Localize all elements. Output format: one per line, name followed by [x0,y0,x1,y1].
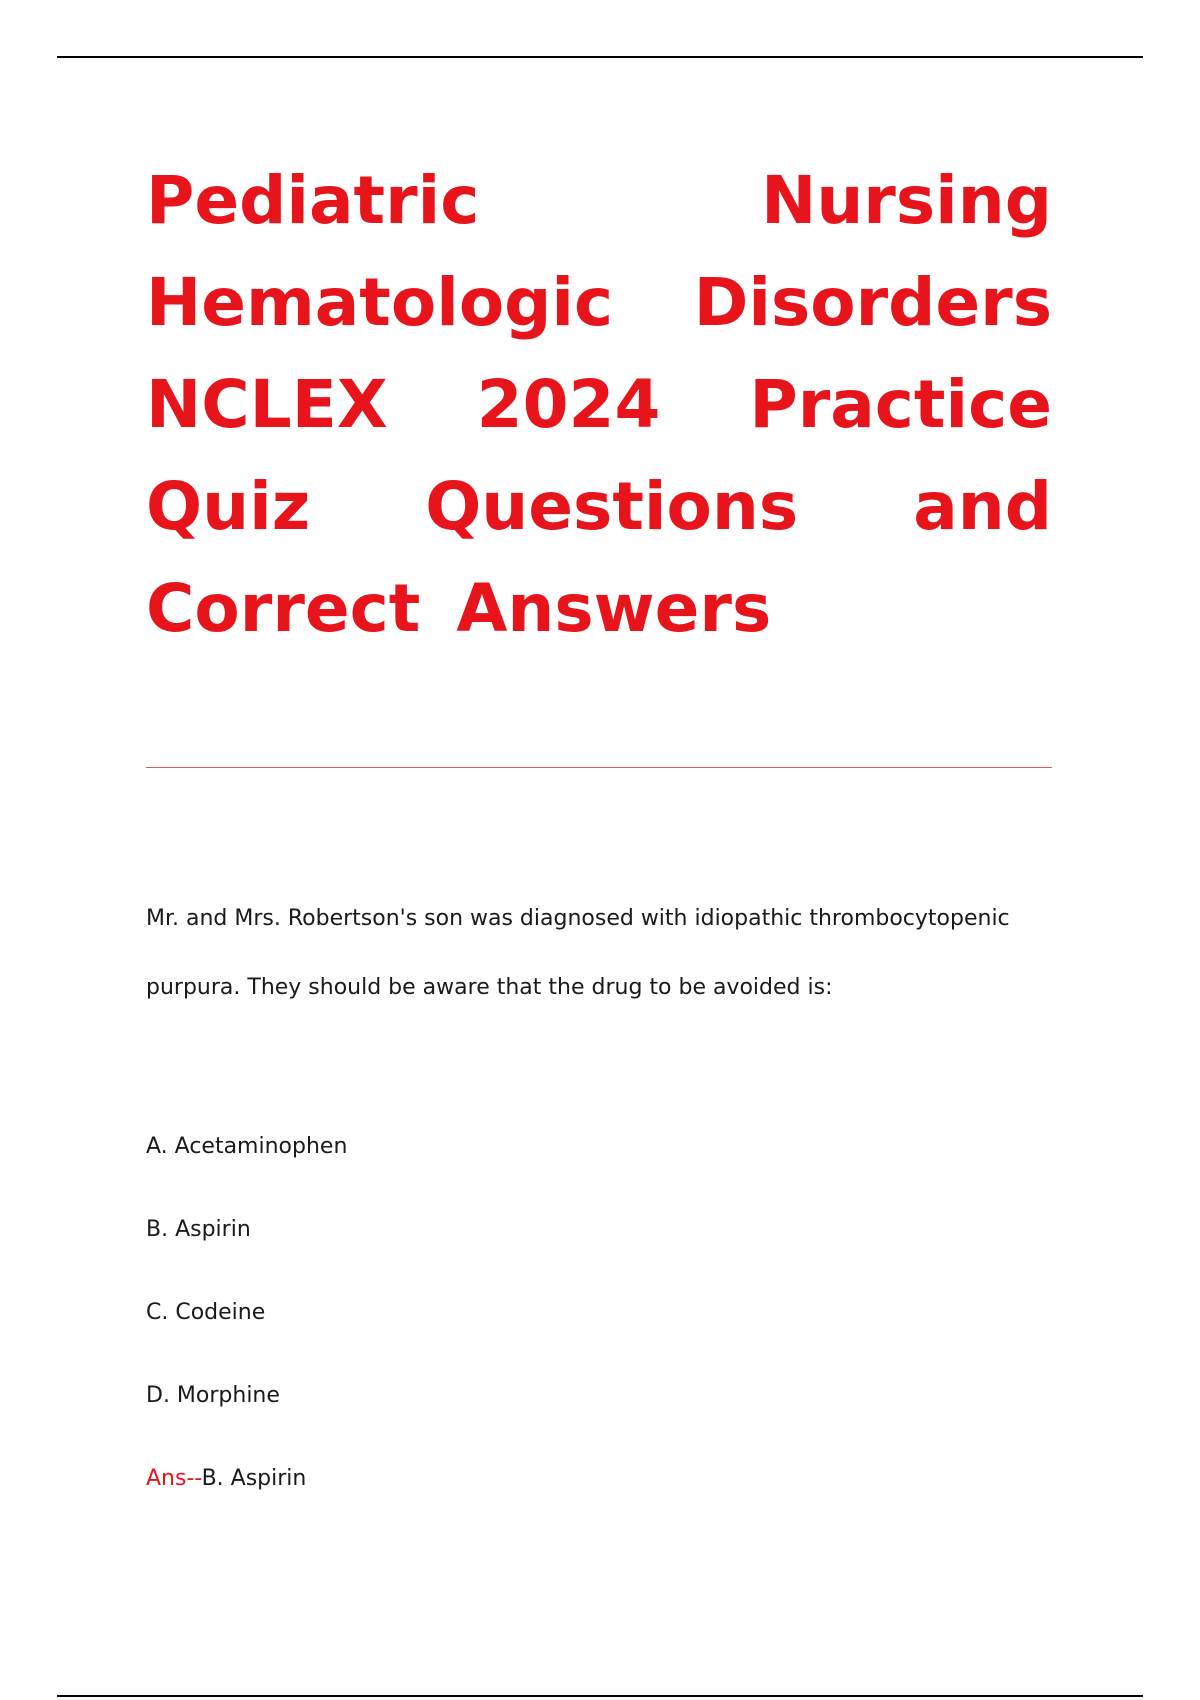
option-c: C. Codeine [146,1300,266,1325]
title-word: Hematologic [146,264,614,341]
title-divider [146,767,1052,768]
title-word: 2024 [476,366,661,443]
title-line-3 [146,354,1052,456]
bottom-rule [57,1695,1143,1697]
title-word: Questions [425,468,799,545]
answer-label: Ans-- [146,1466,202,1491]
answer-value: B. Aspirin [201,1466,307,1491]
title-line-1 [146,150,1052,252]
title-word: Pediatric [146,162,480,239]
answer-options [146,1125,347,1457]
document-title [146,150,1052,660]
title-word: Nursing [761,162,1052,239]
title-line-2 [146,252,1052,354]
correct-answer [146,1457,306,1501]
title-word: Disorders [693,264,1052,341]
option-a: A. Acetaminophen [146,1134,348,1159]
option-d: D. Morphine [146,1383,280,1408]
title-word: Answers [456,570,772,647]
top-rule [57,56,1143,58]
title-line-4 [146,456,1052,558]
title-word: Quiz [146,468,311,545]
title-word: Correct [146,570,421,647]
title-line-5 [146,558,1052,660]
title-word: and [913,468,1052,545]
option-b: B. Aspirin [146,1217,251,1242]
question-text: Mr. and Mrs. Robertson's son was diagnosed with idiopathic thrombocytopenic purpura. They should be aware that the drug to be avoided is: [146,906,1010,1000]
title-word: NCLEX [146,366,388,443]
title-word: Practice [749,366,1052,443]
